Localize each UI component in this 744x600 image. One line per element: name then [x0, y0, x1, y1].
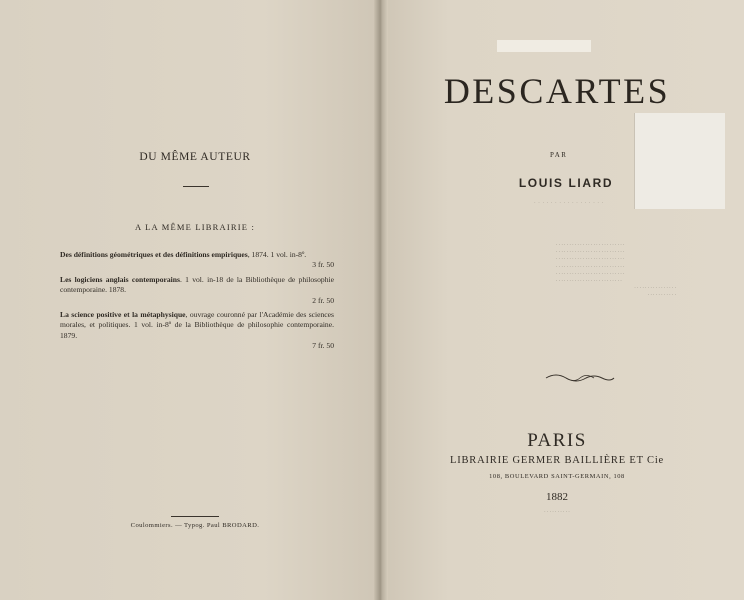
book-price: 2 fr. 50	[312, 295, 334, 305]
paper-label-right	[634, 113, 725, 209]
bibliography-list	[60, 250, 334, 356]
publication-year: 1882	[546, 491, 568, 503]
author-name: LOUIS LIARD	[518, 176, 614, 190]
publisher-name: LIBRAIRIE GERMER BAILLIÈRE ET Cie	[449, 455, 665, 466]
same-bookshop-subheading: A LA MÊME LIBRAIRIE :	[134, 222, 256, 232]
book-title: Des définitions géométriques et des définitions empiriques	[60, 250, 248, 259]
by-label: PAR	[550, 151, 568, 159]
book-gutter	[374, 0, 388, 600]
divider-rule	[183, 186, 209, 187]
bibliography-entry	[60, 250, 334, 271]
author-credentials-illegible: · · · · · · · · · · · · · · · · ·	[534, 200, 604, 205]
book-detail: . 1 vol. in-18 de la Bibliothèque de philosophie contemporaine. 1878.	[60, 274, 334, 295]
book-price: 3 fr. 50	[312, 260, 334, 270]
book-title: Les logiciens anglais contemporains	[60, 274, 180, 284]
epigraph-quote-illegible: · · · · · · · · · · · · · · · · · · · · · · · · · · · · · · · · · · · · · · · · · · · · · · · · · · · · · · · · · · · · · · · · · · · · · · · · · · · · · · · · · · · · · · · · · · · · · · · · · · · · · · · · · · · · · · · · · · · · · · · · · · · · · · · · · · · · · · · · · · · · · · · · · · · · · · · · · · · · · · · · · · · · · · · · · · · · · · · · · · · · · ·	[556, 242, 676, 298]
bibliography-entry	[60, 275, 334, 306]
book-price: 7 fr. 50	[312, 341, 334, 351]
typographic-ornament	[544, 372, 616, 384]
book-title: La science positive et la métaphysique	[60, 310, 186, 320]
bibliography-entry	[60, 310, 334, 352]
rights-notice-illegible: · · · · · · · · · ·	[544, 509, 570, 514]
paper-label-top	[497, 40, 591, 52]
publication-city: PARIS	[527, 430, 587, 451]
book-detail: , 1874. 1 vol. in-8º.	[247, 250, 307, 259]
printer-rule	[171, 516, 219, 517]
publisher-address: 108, BOULEVARD SAINT-GERMAIN, 108	[489, 473, 625, 480]
same-author-heading: DU MÊME AUTEUR	[139, 151, 251, 163]
book-detail: , ouvrage couronné par l'Académie des sciences morales, et politiques. 1 vol. in-8º de la Bibliothèque de philosophie contemporaine. 1879.	[60, 310, 334, 340]
printer-imprint: Coulommiers. — Typog. Paul BRODARD.	[130, 522, 260, 529]
book-title-heading: DESCARTES	[443, 71, 671, 111]
